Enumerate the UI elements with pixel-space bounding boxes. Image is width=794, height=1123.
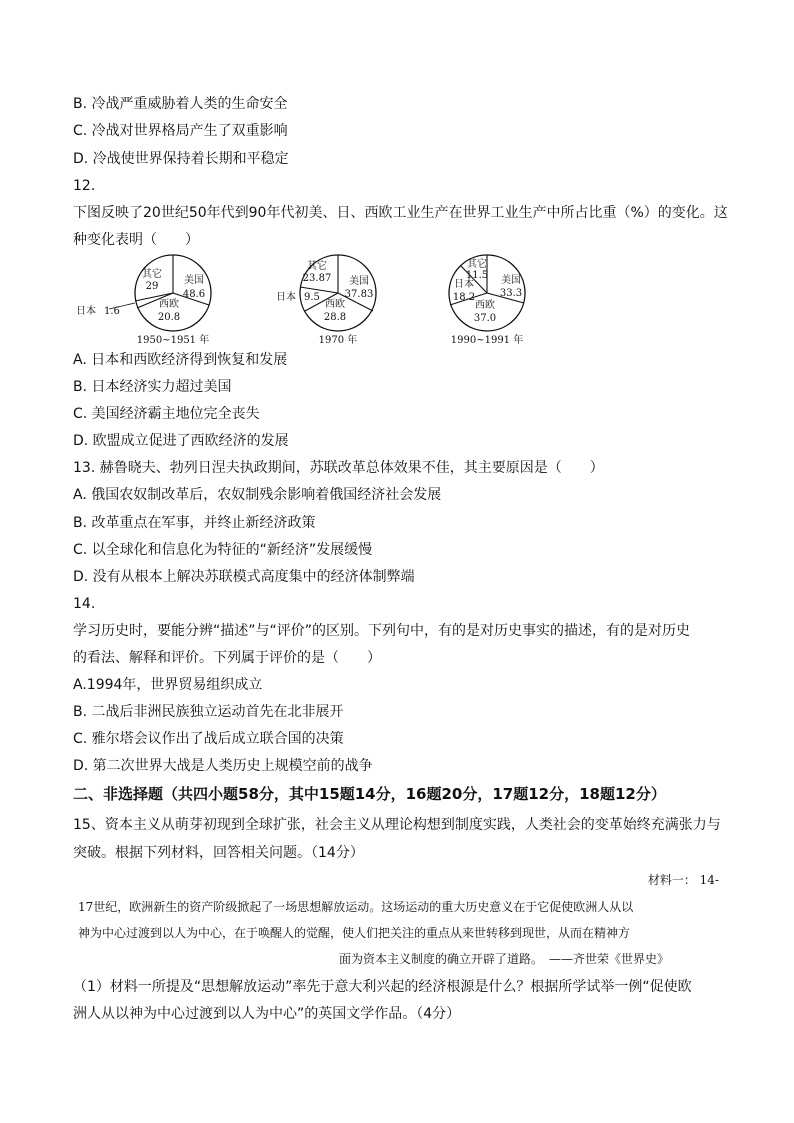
q12-option-b: B. 日本经济实力超过美国	[73, 379, 232, 395]
pie1-value-us: 48.6	[182, 289, 206, 300]
pie2-value-japan: 9.5	[304, 292, 320, 303]
q12-stem-line-1: 下图反映了20世纪50年代到90年代初美、日、西欧工业生产在世界工业生产中所占比重（%）的变化。这	[73, 205, 728, 221]
pie2-label-weu: 西欧	[325, 299, 345, 310]
pie3-value-us: 33.3	[499, 288, 523, 299]
q12-number: 12.	[73, 178, 96, 194]
material-quote-line-3: 面为资本主义制度的确立开辟了道路。 ——齐世荣《世界史》	[339, 952, 670, 966]
pie-chart-1970	[276, 255, 376, 346]
q13-option-d: D. 没有从根本上解决苏联模式高度集中的经济体制弊端	[73, 569, 415, 585]
pie3-label-us: 美国	[501, 275, 521, 286]
pie1-label-other: 其它	[142, 269, 162, 280]
q14-stem-line-2: 的看法、解释和评价。下列属于评价的是（ ）	[73, 650, 381, 666]
pie1-label-weu: 西欧	[159, 299, 179, 310]
pie2-label-us: 美国	[349, 276, 369, 287]
pie2-label-japan: 日本	[276, 292, 296, 303]
q14-number: 14.	[73, 596, 96, 612]
pie3-title: 1990~1991 年	[450, 335, 524, 346]
pie3-label-other: 其它	[467, 259, 487, 270]
pie2-value-weu: 28.8	[323, 312, 347, 323]
pie2-value-other: 23.87	[302, 273, 332, 284]
pie2-label-other: 其它	[307, 261, 327, 272]
pie3-value-weu: 37.0	[473, 313, 497, 324]
q12-option-d: D. 欧盟成立促进了西欧经济的发展	[73, 433, 289, 449]
q14-option-d: D. 第二次世界大战是人类历史上规模空前的战争	[73, 758, 373, 774]
q13-option-c: C. 以全球化和信息化为特征的“新经济”发展缓慢	[73, 542, 373, 558]
pie1-value-weu: 20.8	[157, 312, 181, 323]
pie-chart-1950	[76, 255, 211, 346]
pie-charts-figure	[73, 253, 573, 348]
material-quote-line-1: 17世纪，欧洲新生的资产阶级掀起了一场思想解放运动。这场运动的重大历史意义在于它促使欧洲人从以	[78, 900, 634, 914]
q14-option-b: B. 二战后非洲民族独立运动首先在北非展开	[73, 704, 344, 720]
q12-option-a: A. 日本和西欧经济得到恢复和发展	[73, 352, 288, 368]
pie1-label-japan: 日本	[76, 306, 96, 317]
pie1-title: 1950~1951 年	[136, 335, 210, 346]
pie2-title: 1970 年	[318, 335, 358, 346]
pie1-label-us: 美国	[184, 275, 204, 286]
pie2-value-us: 37.83	[344, 289, 374, 300]
q14-option-a: A.1994年，世界贸易组织成立	[73, 677, 263, 693]
q13-option-b: B. 改革重点在军事，并终止新经济政策	[73, 515, 316, 531]
q15-stem-line-2: 突破。根据下列材料，回答相关问题。（14分）	[73, 845, 364, 861]
material-quote-line-2: 神为中心过渡到以人为中心，在于唤醒人的觉醒，使人们把关注的重点从来世转移到现世，从而在精神方	[78, 926, 631, 940]
q11-option-d: D. 冷战使世界保持着长期和平稳定	[73, 151, 289, 167]
q11-option-c: C. 冷战对世界格局产生了双重影响	[73, 123, 288, 139]
pie3-value-japan: 18.2	[452, 292, 476, 303]
q12-stem-line-2: 种变化表明（ ）	[73, 232, 199, 248]
q14-option-c: C. 雅尔塔会议作出了战后成立联合国的决策	[73, 731, 344, 747]
q14-stem-line-1: 学习历史时，要能分辨“描述”与“评价”的区别。下列句中，有的是对历史事实的描述，有的是对历史	[73, 623, 691, 639]
pie1-value-japan: 1.6	[104, 306, 120, 317]
pie1-value-other: 29	[145, 281, 159, 292]
q15-stem-line-1: 15、资本主义从萌芽初现到全球扩张，社会主义从理论构想到制度实践，人类社会的变革始终充满张力与	[73, 817, 721, 833]
q13-stem: 13. 赫鲁晓夫、勃列日涅夫执政期间，苏联改革总体效果不佳，其主要原因是（ ）	[73, 460, 604, 476]
pie-chart-1990	[449, 255, 525, 346]
section-heading: 二、非选择题（共四小题58分，其中15题14分，16题20分，17题12分，18题12分）	[73, 785, 666, 803]
pie3-value-other: 11.5	[465, 270, 489, 281]
pie3-label-weu: 西欧	[475, 300, 495, 311]
material-label: 材料一： 14-	[647, 873, 719, 887]
q13-option-a: A. 俄国农奴制改革后，农奴制残余影响着俄国经济社会发展	[73, 487, 442, 503]
q11-option-b: B. 冷战严重威胁着人类的生命安全	[73, 96, 288, 112]
pie3-label-japan: 日本	[454, 279, 474, 290]
q12-option-c: C. 美国经济霸主地位完全丧失	[73, 406, 260, 422]
q15-sub1-line-2: 洲人从以神为中心过渡到以人为中心”的英国文学作品。（4分）	[73, 1006, 461, 1022]
q15-sub1-line-1: （1）材料一所提及“思想解放运动”率先于意大利兴起的经济根源是什么？根据所学试举一例“促使欧	[73, 979, 692, 995]
